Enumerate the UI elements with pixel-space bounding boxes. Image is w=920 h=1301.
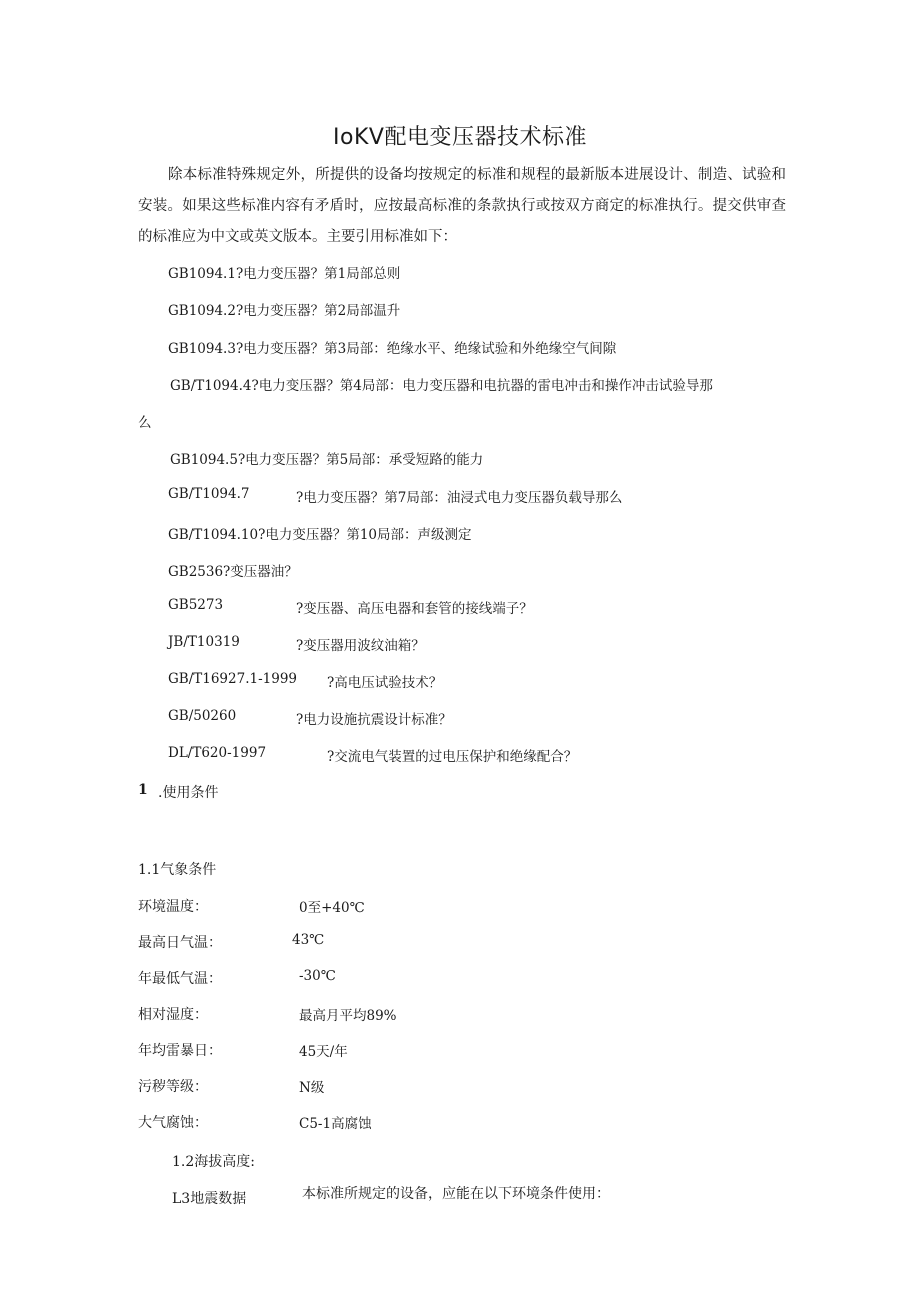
condition-label: 环境温度： <box>138 899 208 915</box>
standard-item: GB/T1094.10?电力变压器？第10局部：声级测定 <box>168 527 472 543</box>
standard-item: GB/T1094.4?电力变压器？第4局部：电力变压器和电抗器的雷电冲击和操作冲击试验导那 <box>170 378 713 394</box>
standard-code: DL/T620-1997 <box>168 745 267 761</box>
document-title: IoKV配电变压器技术标准 <box>333 125 587 150</box>
intro-paragraph: 除本标准特殊规定外，所提供的设备均按规定的标准和规程的最新版本进展设计、制造、试验和安装。如果这些标准内容有矛盾时，应按最高标准的条款执行或按双方商定的标准执行。提交供审查的标准应为中文或英文版本。主要引用标准如下： <box>138 167 786 245</box>
standard-item-continued: 么 <box>138 415 152 431</box>
condition-value: N级 <box>299 1080 325 1096</box>
subsection-text: 本标准所规定的设备，应能在以下环境条件使用： <box>302 1186 610 1202</box>
standard-name: ?变压器用波纹油箱？ <box>296 638 425 654</box>
condition-value: 45天/年 <box>299 1044 348 1060</box>
standard-name: ?电力设施抗震设计标准？ <box>296 712 452 728</box>
standard-code: GB/T16927.1-1999 <box>168 671 298 687</box>
standard-item: GB1094.2?电力变压器？第2局部温升 <box>168 303 401 319</box>
standard-name: ?交流电气装置的过电压保护和绝缘配合？ <box>327 749 578 765</box>
section-number: 1 <box>138 782 148 798</box>
standard-code: GB/50260 <box>168 708 237 724</box>
condition-value: C5-1高腐蚀 <box>299 1116 372 1132</box>
condition-label: 年均雷暴日： <box>138 1043 222 1059</box>
subsection-heading: 1.1气象条件 <box>138 862 217 878</box>
standard-item: GB1094.5?电力变压器？第5局部：承受短路的能力 <box>170 452 484 468</box>
condition-label: 大气腐蚀： <box>138 1115 208 1131</box>
standard-code: GB/T1094.7 <box>168 486 250 502</box>
condition-label: 年最低气温： <box>138 971 222 987</box>
condition-label: 最高日气温： <box>138 935 222 951</box>
standard-code: JB/T10319 <box>168 634 240 650</box>
standard-item: GB2536?变压器油？ <box>168 564 298 580</box>
standard-name: ?电力变压器？第7局部：油浸式电力变压器负载导那么 <box>296 490 623 506</box>
condition-value: -30℃ <box>299 968 336 984</box>
standard-code: GB5273 <box>168 597 224 613</box>
condition-label: 相对湿度： <box>138 1007 208 1023</box>
subsection-heading: 1.2海拔高度: <box>172 1154 255 1170</box>
condition-value: 43℃ <box>292 932 325 948</box>
standard-item: GB1094.3?电力变压器？第3局部：绝缘水平、绝缘试验和外绝缘空气间隙 <box>168 341 617 357</box>
condition-value: 最高月平均89% <box>299 1008 397 1024</box>
standard-item: GB1094.1?电力变压器？第1局部总则 <box>168 266 401 282</box>
standard-name: ?变压器、高压电器和套管的接线端子？ <box>296 601 533 617</box>
condition-value: 0至+40℃ <box>299 900 365 916</box>
subsection-heading: L3地震数据 <box>172 1191 247 1207</box>
section-heading: .使用条件 <box>158 785 219 801</box>
condition-label: 污秽等级： <box>138 1079 208 1095</box>
standard-name: ?高电压试验技术？ <box>327 675 443 691</box>
